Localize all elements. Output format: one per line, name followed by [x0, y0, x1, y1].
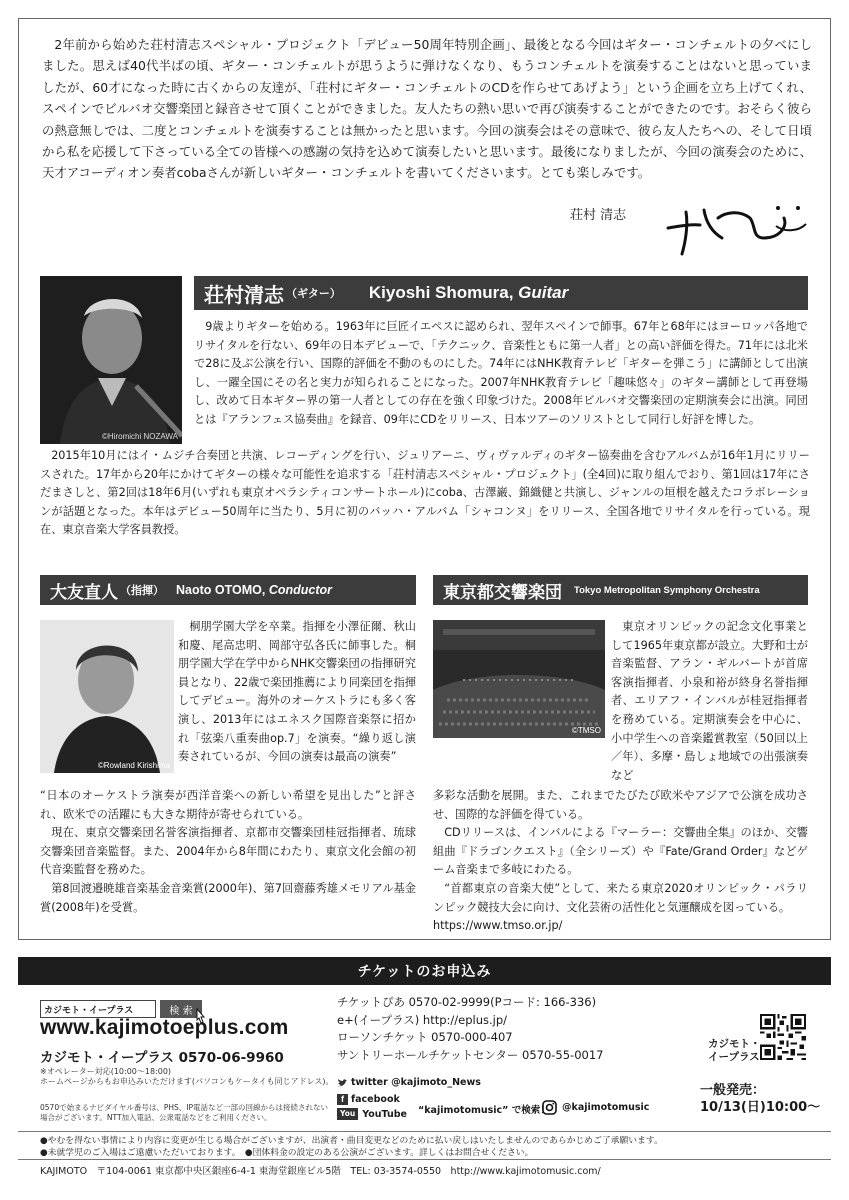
qr-label	[708, 1038, 761, 1064]
shomura-photo	[40, 276, 182, 444]
sale-label: 一般発売：	[700, 1083, 766, 1098]
tmso-url[interactable]: https://www.tmso.or.jp/	[433, 919, 563, 933]
otomo-role-jp: （指揮）	[120, 584, 164, 597]
youtube-link[interactable]	[337, 1108, 407, 1120]
shomura-title-bar	[194, 276, 808, 310]
outlet-suntory: サントリーホールチケットセンター 0570-55-0017	[337, 1047, 604, 1062]
shomura-bio-p2: 2015年10月にはイ・ムジチ合奏団と共演、レコーディングを行い、ジュリアーニ、ヴィヴァルディのギター協奏曲を含むアルバムが16年1月にリリースされた。17年から20年にかけてギターの様々な可能性を追求する「荘村清志スペシャル・プロジェクト」(全4回)に取り組んでおり、第1回は17年にさだまさしと、第2回は18年6月(いずれも東京オペラシティコンサートホール)にcoba、古澤巌、錦織健と共演し、ジャンルの垣根を越えたコラボレーションが話題となった。本年はデビュー50周年に当たり、5月に初のバッハ・アルバム「シャコンヌ」をリリース、全国各地でリサイタルを行っている。現在、東京音楽大学客員教授。	[40, 449, 810, 537]
shomura-role-jp: （ギター）	[286, 287, 341, 300]
greeting-message	[42, 34, 812, 184]
otomo-bio-p3: 第8回渡邉暁雄音楽基金音楽賞(2000年)、第7回齋藤秀雄メモリアル基金賞(2008年)を受賞。	[40, 881, 416, 914]
search-button[interactable]: 検 索	[160, 1000, 202, 1018]
kajimoto-eplus-url[interactable]: www.kajimotoeplus.com	[40, 1016, 289, 1039]
youtube-label: YouTube	[362, 1108, 407, 1120]
shomura-name-jp: 荘村清志	[204, 282, 284, 307]
instagram-link[interactable]	[542, 1100, 649, 1115]
tmso-name-jp: 東京都交響楽団	[443, 582, 562, 603]
twitter-icon	[337, 1078, 348, 1088]
outlet-lawson: ローソンチケット 0570-000-407	[337, 1030, 513, 1044]
youtube-icon: You	[337, 1108, 358, 1120]
facebook-label: facebook	[351, 1094, 400, 1105]
navidial-note-2: 場合がございます。NTT加入電話、公衆電話などをご利用ください。	[40, 1113, 272, 1122]
disclaimer	[40, 1135, 663, 1159]
otomo-name-en: Naoto OTOMO,	[176, 583, 269, 597]
disclaimer-line1: ●やむを得ない事情により内容に変更が生じる場合がございますが、出演者・曲目変更などのために払い戻しはいたしませんのであらかじめご了承願います。	[40, 1136, 663, 1146]
otomo-name-jp: 大友直人	[50, 582, 118, 603]
ticket-heading: チケットのお申込み	[18, 957, 831, 985]
ticket-divider	[18, 1131, 831, 1132]
web-note: ホームページからもお申込みいただけます(パソコンもケータイも同じアドレス)。	[40, 1077, 334, 1086]
handwritten-signature	[660, 188, 820, 260]
qr-label-line1: カジモト・	[708, 1038, 761, 1050]
qr-code-icon[interactable]	[760, 1014, 806, 1060]
kajimoto-eplus-phone: カジモト・イープラス 0570-06-9960	[40, 1050, 284, 1066]
otomo-role-en: Conductor	[268, 583, 333, 597]
tmso-bio-side	[611, 618, 808, 785]
facebook-link[interactable]	[337, 1094, 400, 1105]
footer-address: KAJIMOTO 〒104-0061 東京都中央区銀座6-4-1 東海堂銀座ビル5階 TEL: 03-3574-0550 http://www.kajimotomusic.com/	[40, 1166, 601, 1177]
shomura-photo-credit: ©Hiromichi NOZAWA	[102, 432, 178, 441]
ticket-outlets	[337, 994, 603, 1064]
search-cta-text: “kajimotomusic” で検索！	[418, 1105, 550, 1116]
tmso-name-en: Tokyo Metropolitan Symphony Orchestra	[574, 584, 760, 596]
otomo-bio-side-text: 桐朋学園大学を卒業。指揮を小澤征爾、秋山和慶、尾高忠明、岡部守弘各氏に師事した。桐朋学園大学在学中からNHK交響楽団の指揮研究員となり、22歳で楽団推薦により同楽団を指揮してデビュー。海外のオーケストラにも多く客演し、2013年にはエネスク国際音楽祭に招かれ「弦楽八重奏曲op.7」を演奏。“繰り返し演奏されているが、今回の演奏は最高の演奏”	[178, 620, 416, 764]
instagram-handle: @kajimotomusic	[562, 1102, 650, 1113]
disclaimer-line2: ●未就学児のご入場はご遠慮いただいております。 ●団体料金の設定のある公演がございます。詳しくはお問合せください。	[40, 1148, 534, 1158]
shomura-role-en: Guitar	[518, 283, 569, 302]
shomura-bio-full	[40, 447, 810, 540]
tmso-bio-p3: “首都東京の音楽大使”として、来たる東京2020オリンピック・パラリンピック競技大会に向け、文化芸術の活性化と気運醸成を図っている。	[433, 881, 808, 914]
footer-divider	[18, 1159, 831, 1160]
general-sale	[700, 1082, 820, 1116]
qr-label-line2: イープラス	[708, 1051, 760, 1063]
shomura-bio-p1: 9歳よりギターを始める。1963年に巨匠イエペスに認められ、翌年スペインで師事。67年と68年にはヨーロッパ各地でリサイタルを行ない、69年の日本デビューで、「テクニック、音楽性ともに第一人者」との高い評価を得た。71年には北米で28に及ぶ公演を行い、国際的評価を不動のものにした。74年にはNHK教育テレビ「ギターを弾こう」に講師として出演し、一躍全国にその名と実力が知られることになった。2007年NHK教育テレビ「趣味悠々」のギター講師として再登場し、改めて日本ギター界の第一人者としての存在を強く印象づけた。2008年ビルバオ交響楽団の定期演奏会に出演。同団とは『アランフェス協奏曲』を録音、09年にCDをリリース、日本ツアーのソリストとして同行し好評を博した。	[194, 320, 808, 426]
tmso-bio-p1: 多彩な活動を展開。また、これまでたびたび欧米やアジアで公演を成功させ、国際的な評価を得ている。	[433, 789, 808, 821]
tmso-title-bar	[433, 575, 808, 605]
twitter-link[interactable]	[337, 1077, 481, 1088]
twitter-handle: twitter @kajimoto_News	[351, 1077, 481, 1088]
tmso-bio-full	[433, 787, 808, 936]
otomo-photo	[40, 620, 174, 773]
otomo-bio-p2: 現在、東京交響楽団名誉客演指揮者、京都市交響楽団桂冠指揮者、琉球交響楽団音楽監督。また、2004年から8年間にわたり、東京文化会館の初代音楽監督を務めた。	[40, 826, 416, 877]
otomo-title-bar	[40, 575, 416, 605]
operator-note: ※オペレーター対応(10:00〜18:00)	[40, 1067, 172, 1076]
tmso-bio-side-text: 東京オリンピックの記念文化事業として1965年東京都が設立。大野和士が音楽監督、アラン・ギルバートが首席客演指揮者、小泉和裕が終身名誉指揮者、エリアフ・インバルが桂冠指揮者を務めている。定期演奏会を中心に、小中学生への音楽鑑賞教室（50回以上／年）、多摩・島しょ地域での出張演奏など	[611, 620, 808, 782]
search-cta	[418, 1102, 550, 1116]
tmso-photo-credit: ©TMSO	[571, 726, 601, 735]
otomo-bio-full	[40, 787, 416, 917]
outlet-eplus: e+(イープラス) http://eplus.jp/	[337, 1012, 508, 1027]
instagram-icon	[542, 1100, 557, 1115]
sale-date: 10/13(日)10:00〜	[700, 1100, 821, 1115]
navidial-note-1: 0570で始まるナビダイヤル番号は、PHS、IP電話など一部の回線からは接続されない	[40, 1103, 329, 1112]
shomura-name-en: Kiyoshi Shomura,	[368, 283, 519, 302]
tmso-bio-p2: CDリリースは、インバルによる『マーラー：交響曲全集』のほか、交響組曲『ドラゴンクエスト』（全シリーズ）や『Fate/Grand Order』などゲーム音楽まで多岐にわたる。	[433, 826, 808, 877]
otomo-photo-credit: ©Rowland Kirishima	[97, 761, 170, 770]
tmso-photo	[433, 620, 605, 738]
otomo-bio-side	[178, 618, 416, 767]
outlet-pia: チケットぴあ 0570-02-9999(Pコード: 166-336)	[337, 995, 597, 1009]
facebook-icon: f	[337, 1094, 348, 1105]
signature-name: 荘村 清志	[570, 208, 627, 223]
otomo-bio-p1: “日本のオーケストラ演奏が西洋音楽への新しい希望を見出した”と評され、欧米での活躍にも大きな期待が寄せられている。	[40, 789, 416, 821]
shomura-bio-side	[194, 318, 808, 430]
greeting-text: 2年前から始めた荘村清志スペシャル・プロジェクト「デビュー50周年特別企画」、最後となる今回はギター・コンチェルトの夕べにしました。思えば40代半ばの頃、ギター・コンチェルトが思うように弾けなくなり、もうコンチェルトを演奏することはないと思っていましたが、60才になった時に古くからの友達が、「荘村にギター・コンチェルトのCDを作らせてあげよう」という企画を立ち上げてくれ、スペインでビルバオ交響楽団と録音させて頂くことができました。友人たちの熱い思いで再び演奏することができたのです。おそらく彼らの熱意無しでは、二度とコンチェルトを演奏することは無かったと思います。今回の演奏会はその意味で、彼ら友人たちへの、そして日頃から私を応援して下さっている全ての皆様への感謝の気持を込めて演奏したいと思います。最後になりましたが、今回の演奏会のために、天才アコーディオン奏者cobaさんが新しいギター・コンチェルトを書いてくださいます。とても楽しみです。	[42, 37, 812, 181]
